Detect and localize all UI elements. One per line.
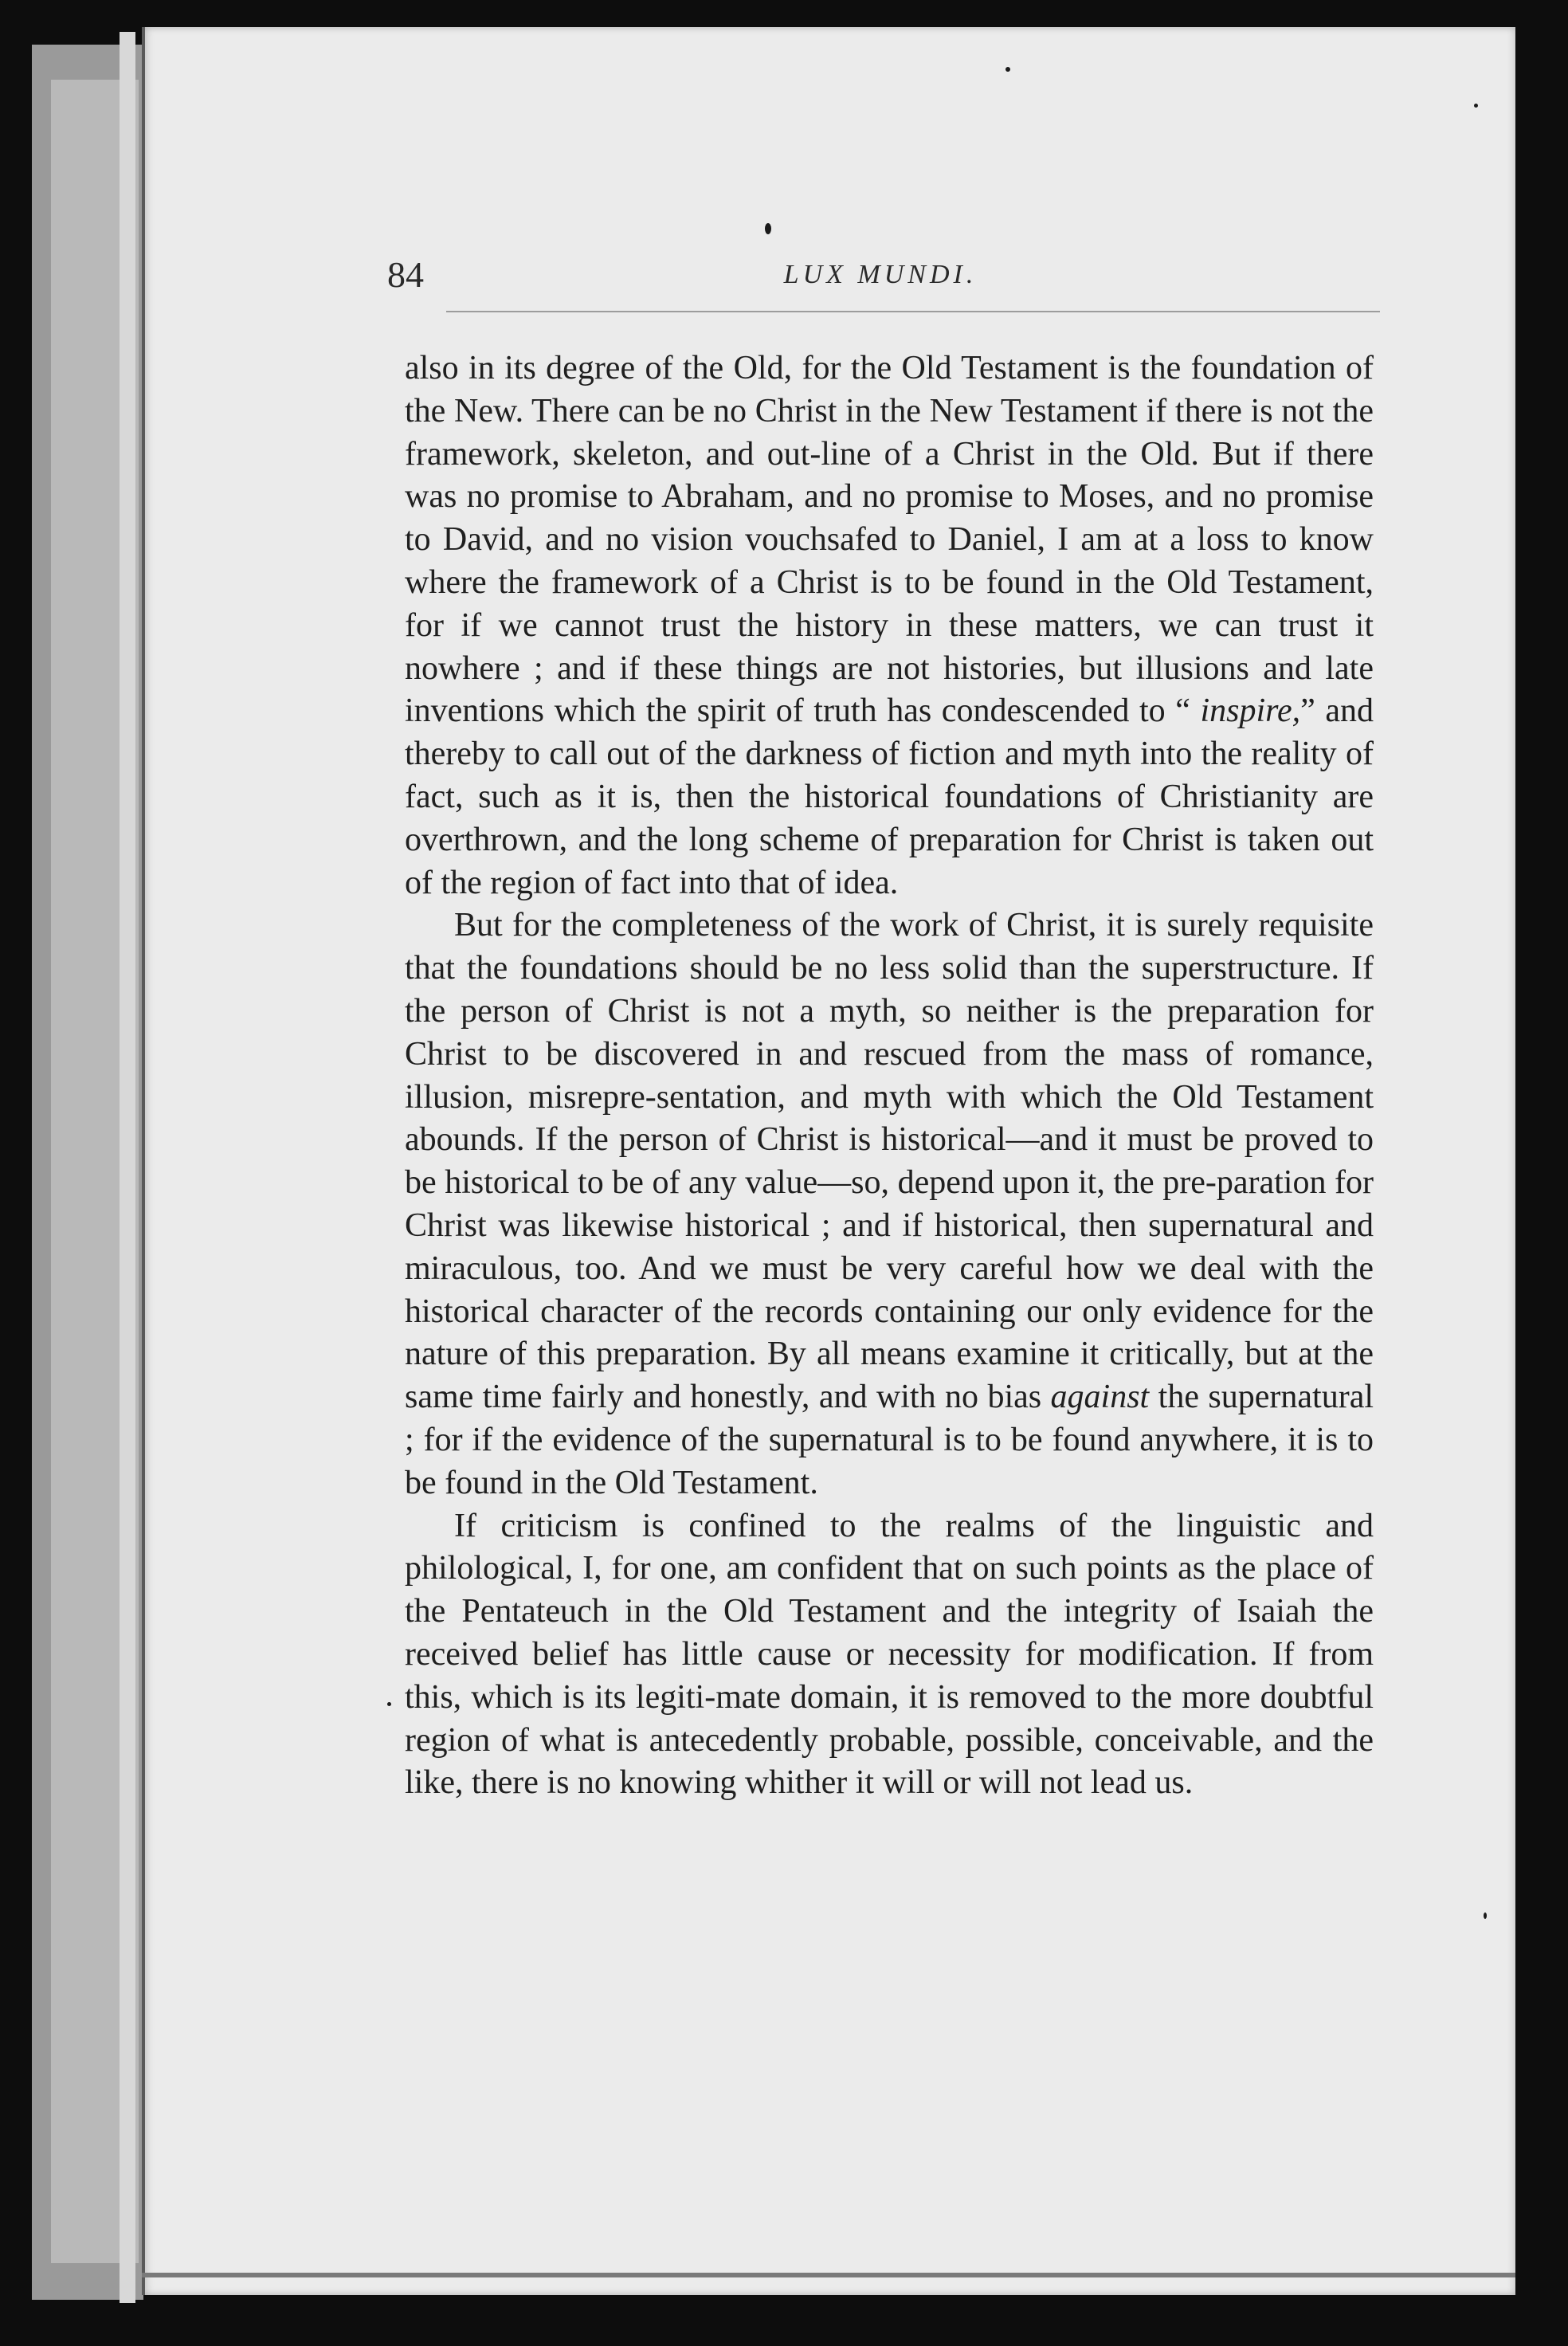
paragraph-2-text-a: But for the completeness of the work of Christ, it is surely requisite that the foundations should be no less solid than the superstructure. If the person of Christ is not a myth, so neither is the preparation for Christ to be discovered in and rescued from the mass of romance, illusion, misrepre-sentation, and myth with which the Old Testament abounds. If the person of Christ is historical—and it must be proved to be historical to be of any value—so, depend upon it, the pre-paration for Christ was likewise historical ; and if historical, then supernatural and miraculous, too. And we must be very careful how we deal with the historical character of the records containing our only evidence for the nature of this preparation. By all means examine it critically, but at the same time fairly and honestly, and with no bias (405, 907, 1374, 1416)
paragraph-3-text: If criticism is confined to the realms of the linguistic and philological, I, for one, am confident that on such points as the place of the Pentateuch in the Old Testament and the integrity of Isaiah the received belief has little cause or necessity for modification. If from this, which is its legiti-mate domain, it is removed to the more doubtful region of what is antecedently probable, possible, conceivable, and the like, there is no knowing whither it will or will not lead us. (405, 1507, 1374, 1802)
body-text (405, 347, 1374, 1805)
paragraph-2 (405, 904, 1374, 1504)
paragraph-3 (405, 1505, 1374, 1806)
page-left-border (142, 27, 145, 2295)
paragraph-1-text-b: ” and thereby to call out of the darkness of fiction and myth into the reality of fact, such as it is, then the historical foundations of Christianity are overthrown, and the long scheme of preparation for Christ is taken out of the region of fact into that of idea. (405, 692, 1374, 901)
scan-speck (765, 223, 771, 234)
paragraph-2-text-b: the supernatural ; for if the evidence of the supernatural is to be found anywhere, it is to be found in the Old Testament. (405, 1379, 1374, 1501)
paragraph-2-italic-against: against (1050, 1379, 1150, 1416)
paragraph-1-italic-inspire: inspire, (1200, 692, 1301, 730)
scan-speck (1484, 1912, 1487, 1919)
page-bottom-border (142, 2273, 1515, 2277)
page-number: 84 (387, 254, 424, 295)
header-rule (446, 311, 1380, 312)
book-edge-inner (120, 32, 135, 2303)
scan-speck (387, 1702, 391, 1706)
scan-speck (1005, 67, 1010, 72)
paragraph-1 (405, 347, 1374, 904)
running-title: LUX MUNDI. (783, 260, 978, 289)
paragraph-1-text-a: also in its degree of the Old, for the Old Testament is the foundation of the New. There can be no Christ in the New Testament if there is not the framework, skeleton, and out-line of a Christ in the Old. But if there was no promise to Abraham, and no promise to Moses, and no promise to David, and no vision vouchsafed to Daniel, I am at a loss to know where the framework of a Christ is to be found in the Old Testament, for if we cannot trust the history in these matters, we can trust it nowhere ; and if these things are not histories, but illusions and late inventions which the spirit of truth has condescended to “ (405, 350, 1374, 730)
scan-speck (1474, 104, 1478, 108)
running-head (381, 253, 1380, 309)
